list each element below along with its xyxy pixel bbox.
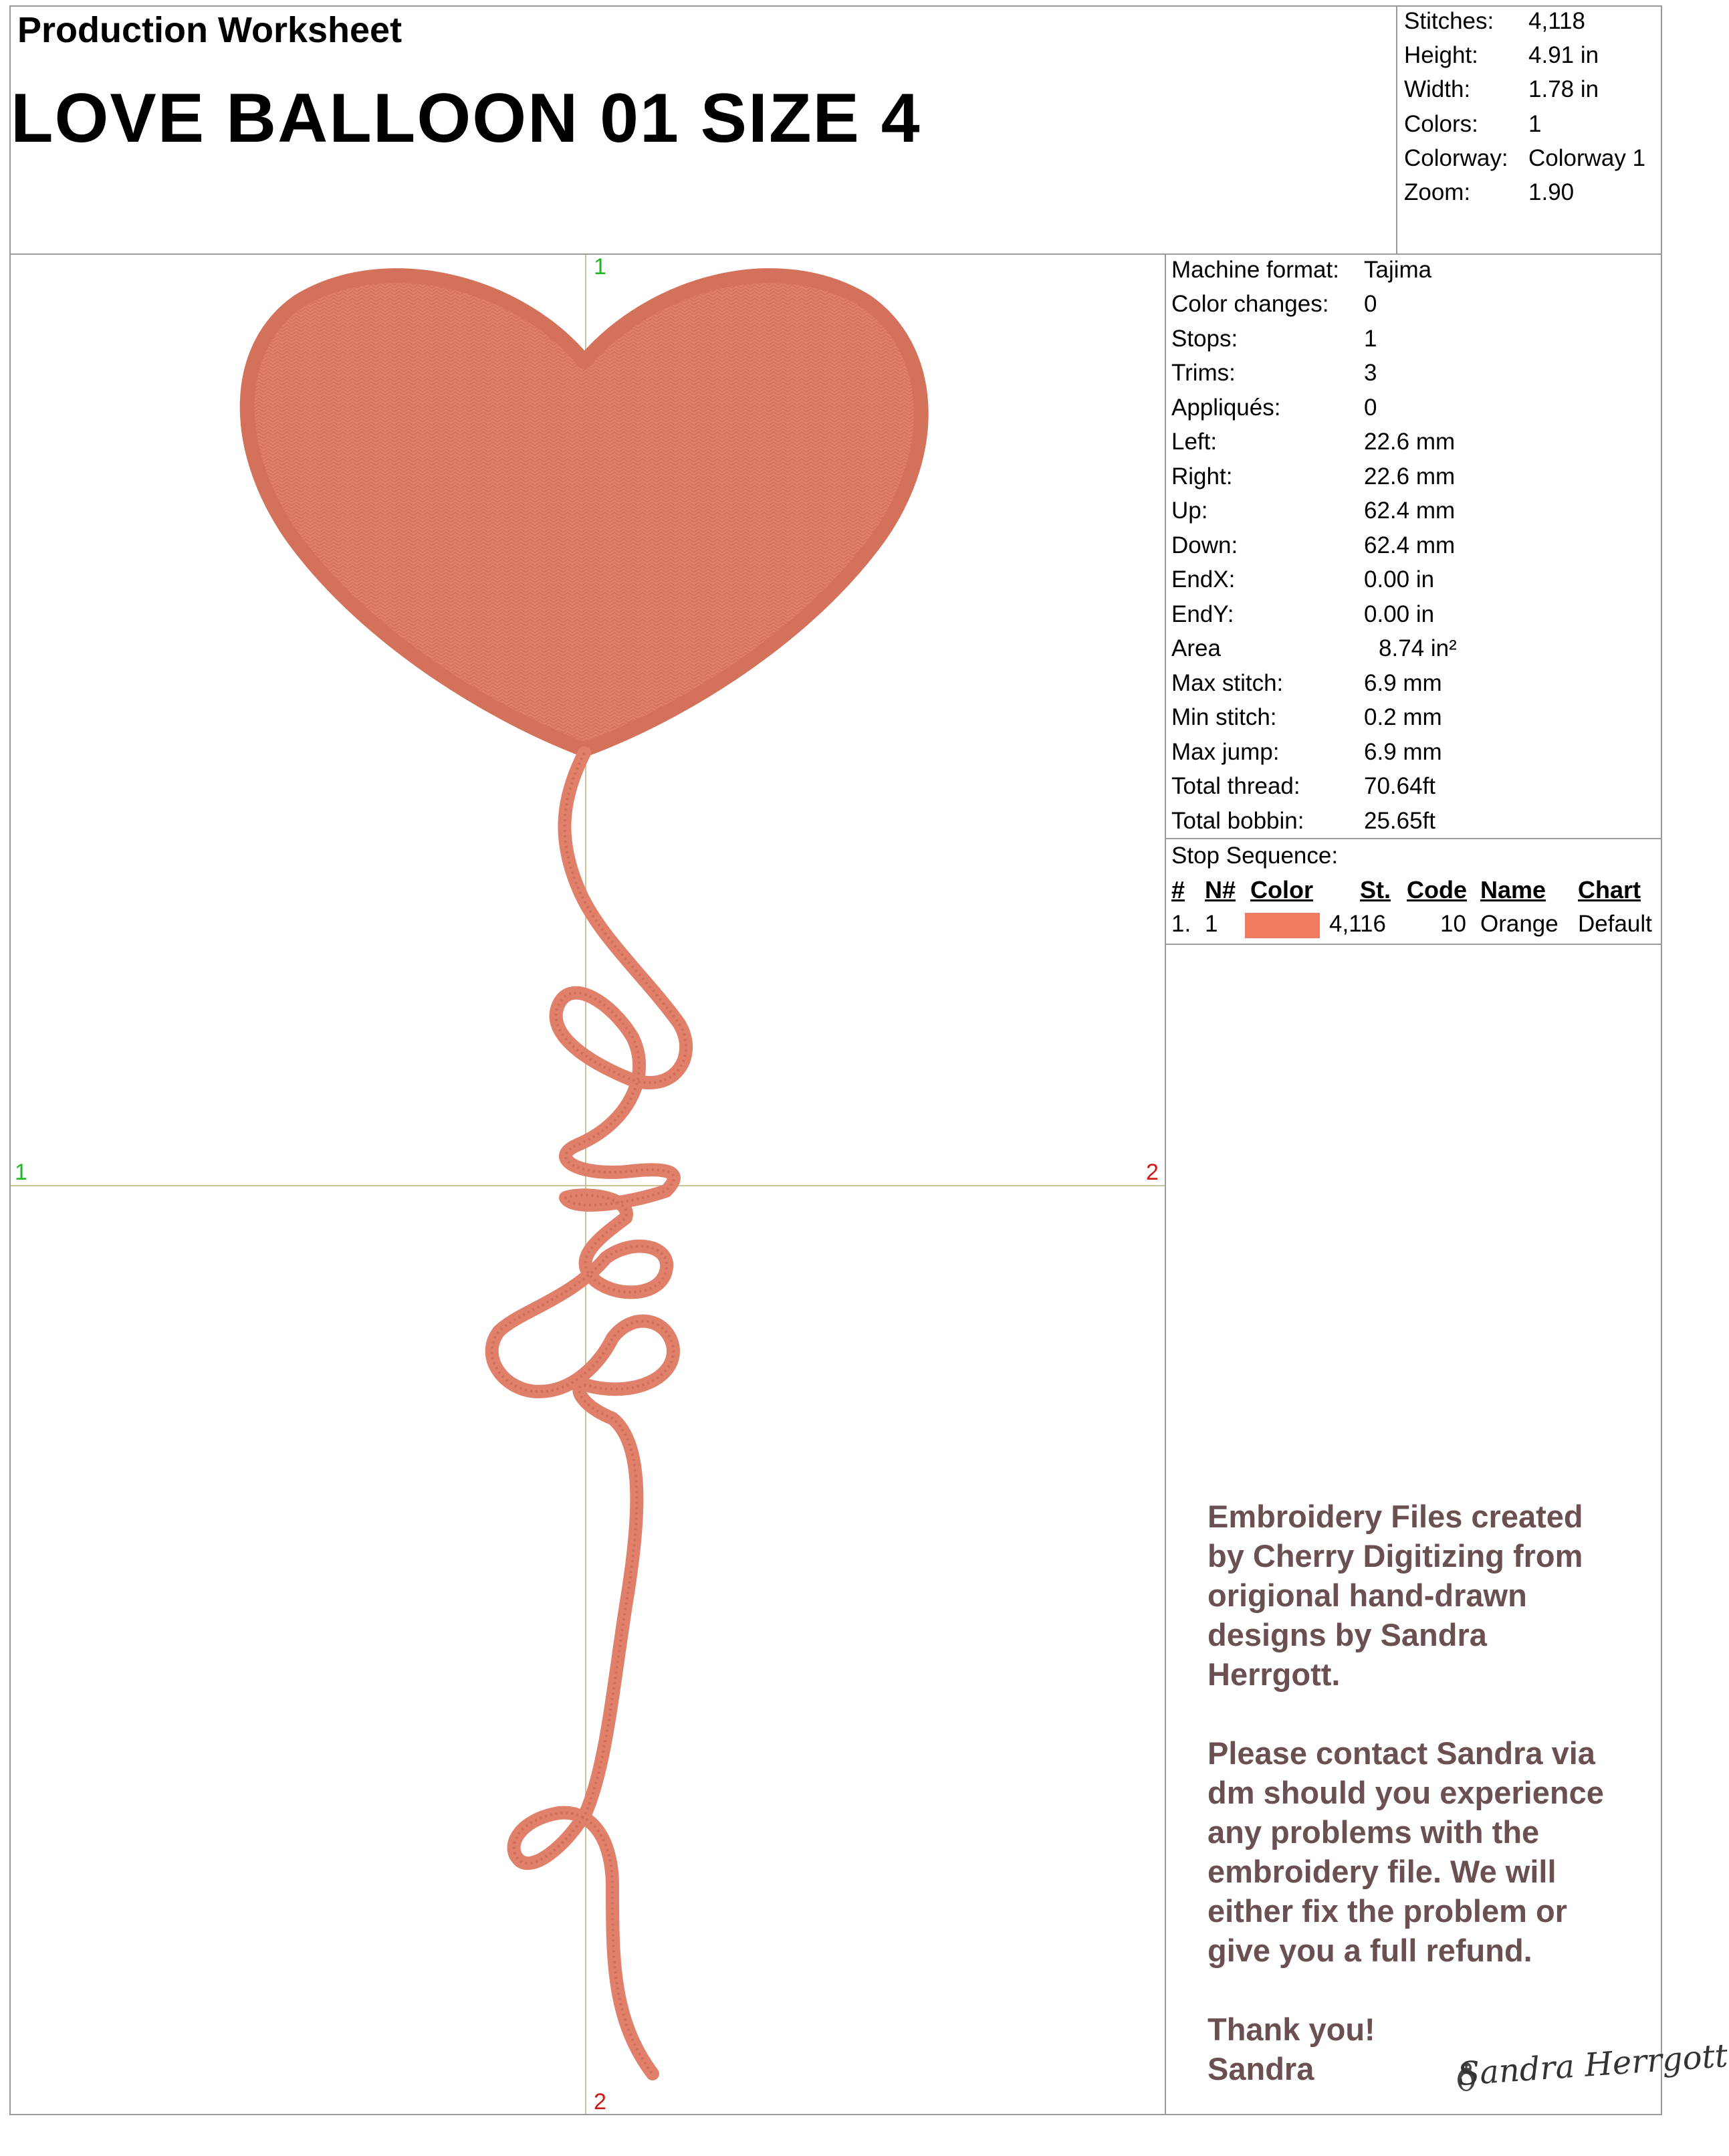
detail-label: Total thread: (1171, 773, 1300, 799)
summary-label: Colors: (1404, 111, 1478, 137)
summary-label: Colorway: (1404, 145, 1508, 171)
signature-text: Sandra Herrgott (1456, 2036, 1729, 2094)
summary-value: 1.78 in (1528, 76, 1599, 102)
axis-top-label: 1 (594, 254, 606, 280)
detail-label: Down: (1171, 532, 1238, 558)
frame-right-line (1661, 5, 1662, 2115)
detail-value: 25.65ft (1364, 808, 1436, 834)
note-line: any problems with the (1207, 1814, 1540, 1850)
detail-label: Max jump: (1171, 739, 1280, 765)
note-line: Thank you! (1207, 2012, 1375, 2047)
note-line: give you a full refund. (1207, 1933, 1532, 1968)
row-needle: 1 (1205, 911, 1218, 937)
row-chart: Default (1578, 911, 1652, 937)
stop-sequence-title: Stop Sequence: (1171, 843, 1339, 869)
summary-value: 1.90 (1528, 179, 1575, 205)
summary-label: Stitches: (1404, 8, 1494, 34)
worksheet-label: Production Worksheet (17, 10, 402, 50)
detail-label: Color changes: (1171, 291, 1329, 317)
note-line: by Cherry Digitizing from (1207, 1538, 1583, 1574)
row-name: Orange (1480, 911, 1559, 937)
detail-value: 22.6 mm (1364, 429, 1456, 455)
detail-value: 0 (1364, 395, 1377, 421)
summary-value: Colorway 1 (1528, 145, 1646, 171)
summary-divider (1396, 5, 1397, 255)
note-line: either fix the problem or (1207, 1893, 1567, 1929)
design-title: LOVE BALLOON 01 SIZE 4 (11, 80, 921, 157)
detail-value: 6.9 mm (1364, 670, 1442, 696)
axis-left-label: 1 (15, 1160, 27, 1185)
note-line: origional hand-drawn (1207, 1578, 1527, 1613)
summary-label: Width: (1404, 76, 1471, 102)
details-divider (1165, 838, 1662, 839)
detail-label: EndY: (1171, 601, 1234, 627)
axis-right-label: 2 (1146, 1160, 1159, 1185)
row-code: 10 (1440, 911, 1466, 937)
detail-value: 8.74 in² (1379, 635, 1457, 661)
detail-label: Stops: (1171, 326, 1238, 352)
note-line: Embroidery Files created (1207, 1499, 1583, 1534)
heart-balloon-shape (247, 276, 921, 750)
detail-value: 62.4 mm (1364, 498, 1456, 524)
detail-value: 0.00 in (1364, 601, 1435, 627)
detail-value: 70.64ft (1364, 773, 1436, 799)
detail-value: 0.00 in (1364, 566, 1435, 592)
column-header: # (1171, 876, 1185, 903)
detail-label: Right: (1171, 463, 1233, 490)
detail-label: Max stitch: (1171, 670, 1284, 696)
column-header: Chart (1578, 876, 1641, 903)
detail-value: 3 (1364, 360, 1377, 386)
detail-value: 1 (1364, 326, 1377, 352)
detail-label: Trims: (1171, 360, 1236, 386)
detail-value: Tajima (1364, 257, 1432, 283)
detail-label: Left: (1171, 429, 1218, 455)
embroidery-design-image (11, 255, 1165, 2114)
note-line: designs by Sandra (1207, 1617, 1487, 1652)
column-header: Color (1250, 876, 1313, 903)
sequence-divider (1165, 944, 1662, 945)
summary-value: 1 (1528, 111, 1542, 137)
detail-value: 6.9 mm (1364, 739, 1442, 765)
summary-value: 4.91 in (1528, 42, 1599, 68)
detail-label: Machine format: (1171, 257, 1339, 283)
row-index: 1. (1171, 911, 1191, 937)
detail-label: EndX: (1171, 566, 1236, 592)
summary-value: 4,118 (1528, 8, 1585, 34)
detail-value: 62.4 mm (1364, 532, 1456, 558)
column-header: Code (1407, 876, 1467, 903)
color-swatch (1245, 913, 1320, 938)
detail-label: Area (1171, 635, 1221, 661)
axis-bottom-label: 2 (594, 2089, 606, 2115)
column-header: Name (1480, 876, 1546, 903)
note-line: Please contact Sandra via (1207, 1735, 1595, 1771)
note-line: dm should you experience (1207, 1775, 1604, 1810)
design-preview (11, 255, 1165, 2114)
column-header: N# (1205, 876, 1236, 903)
column-header: St. (1360, 876, 1391, 903)
note-line: Herrgott. (1207, 1656, 1341, 1692)
note-line: embroidery file. We will (1207, 1854, 1557, 1889)
panel-divider (1165, 253, 1166, 2115)
row-stitches: 4,116 (1329, 911, 1386, 937)
frame-top-line (9, 5, 1662, 7)
note-line: Sandra (1207, 2051, 1314, 2086)
summary-label: Height: (1404, 42, 1478, 68)
detail-value: 0 (1364, 291, 1377, 317)
summary-label: Zoom: (1404, 179, 1471, 205)
detail-label: Total bobbin: (1171, 808, 1304, 834)
frame-bottom-line (9, 2114, 1662, 2115)
detail-label: Min stitch: (1171, 704, 1277, 730)
detail-value: 22.6 mm (1364, 463, 1456, 490)
balloon-string-love (492, 753, 686, 2074)
detail-label: Appliqués: (1171, 395, 1281, 421)
detail-label: Up: (1171, 498, 1208, 524)
detail-value: 0.2 mm (1364, 704, 1442, 730)
